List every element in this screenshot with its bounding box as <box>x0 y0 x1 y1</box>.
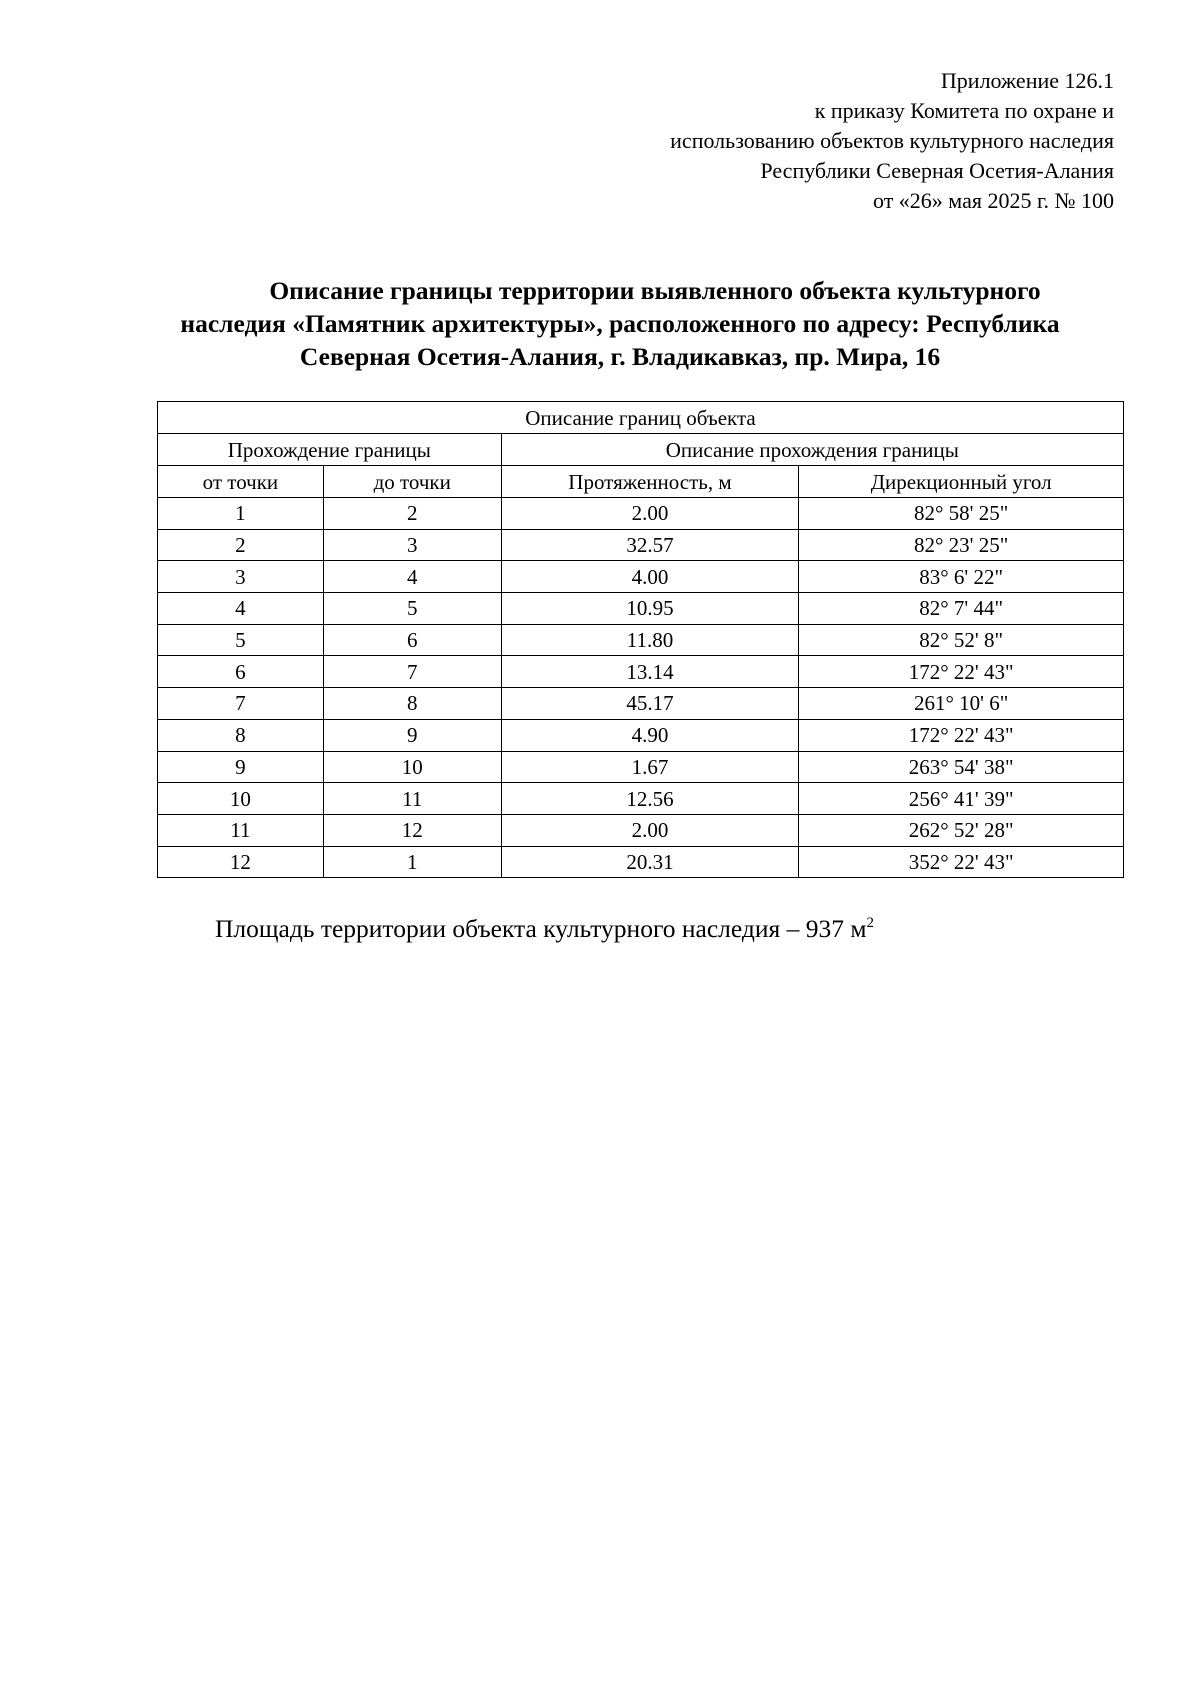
length-cell: 13.14 <box>501 656 799 688</box>
direction-angle-cell: 82° 7' 44" <box>799 593 1124 625</box>
column-header-direction-angle: Дирекционный угол <box>799 466 1124 498</box>
direction-angle-cell: 261° 10' 6" <box>799 688 1124 720</box>
from-point-cell: 10 <box>158 783 324 815</box>
direction-angle-cell: 82° 52' 8" <box>799 624 1124 656</box>
direction-angle-cell: 82° 58' 25" <box>799 498 1124 530</box>
length-cell: 4.90 <box>501 719 799 751</box>
length-cell: 12.56 <box>501 783 799 815</box>
document-title <box>140 274 1100 373</box>
direction-angle-cell: 82° 23' 25" <box>799 529 1124 561</box>
to-point-cell: 2 <box>323 498 501 530</box>
header-line: Приложение 126.1 <box>940 68 1114 93</box>
to-point-cell: 9 <box>323 719 501 751</box>
title-line: Северная Осетия-Алания, г. Владикавказ, пр. Мира, 16 <box>299 342 941 371</box>
from-point-cell: 6 <box>158 656 324 688</box>
to-point-cell: 7 <box>323 656 501 688</box>
from-point-cell: 7 <box>158 688 324 720</box>
table-row <box>158 561 1124 593</box>
to-point-cell: 8 <box>323 688 501 720</box>
to-point-cell: 3 <box>323 529 501 561</box>
table-row <box>158 814 1124 846</box>
direction-angle-cell: 352° 22' 43" <box>799 846 1124 878</box>
group-header-description: Описание прохождения границы <box>501 434 1123 466</box>
header-line: к приказу Комитета по охране и <box>814 98 1114 123</box>
to-point-cell: 1 <box>323 846 501 878</box>
area-unit-superscript: 2 <box>866 915 874 931</box>
length-cell: 2.00 <box>501 498 799 530</box>
from-point-cell: 2 <box>158 529 324 561</box>
from-point-cell: 12 <box>158 846 324 878</box>
from-point-cell: 8 <box>158 719 324 751</box>
direction-angle-cell: 262° 52' 28" <box>799 814 1124 846</box>
direction-angle-cell: 83° 6' 22" <box>799 561 1124 593</box>
from-point-cell: 5 <box>158 624 324 656</box>
table-row <box>158 783 1124 815</box>
title-line: наследия «Памятник архитектуры», расположенного по адресу: Республика <box>180 309 1060 338</box>
header-line: от «26» мая 2025 г. № 100 <box>872 188 1114 213</box>
document-header <box>514 66 1114 216</box>
from-point-cell: 3 <box>158 561 324 593</box>
table-row <box>158 656 1124 688</box>
from-point-cell: 11 <box>158 814 324 846</box>
group-header-passage: Прохождение границы <box>158 434 502 466</box>
length-cell: 1.67 <box>501 751 799 783</box>
to-point-cell: 12 <box>323 814 501 846</box>
from-point-cell: 1 <box>158 498 324 530</box>
direction-angle-cell: 172° 22' 43" <box>799 719 1124 751</box>
length-cell: 4.00 <box>501 561 799 593</box>
table-row <box>158 498 1124 530</box>
table-row <box>158 529 1124 561</box>
header-line: Республики Северная Осетия-Алания <box>760 158 1114 183</box>
direction-angle-cell: 172° 22' 43" <box>799 656 1124 688</box>
table-caption: Описание границ объекта <box>158 402 1124 434</box>
table-row <box>158 751 1124 783</box>
length-cell: 32.57 <box>501 529 799 561</box>
direction-angle-cell: 263° 54' 38" <box>799 751 1124 783</box>
length-cell: 2.00 <box>501 814 799 846</box>
column-header-from-point: от точки <box>158 466 324 498</box>
title-line: Описание границы территории выявленного объекта культурного <box>269 276 1041 305</box>
table-row <box>158 624 1124 656</box>
table-row <box>158 719 1124 751</box>
to-point-cell: 10 <box>323 751 501 783</box>
direction-angle-cell: 256° 41' 39" <box>799 783 1124 815</box>
table-row <box>158 846 1124 878</box>
from-point-cell: 4 <box>158 593 324 625</box>
length-cell: 20.31 <box>501 846 799 878</box>
column-header-length: Протяженность, м <box>501 466 799 498</box>
table-row <box>158 688 1124 720</box>
area-text: Площадь территории объекта культурного наследия – 937 м <box>215 914 867 943</box>
to-point-cell: 4 <box>323 561 501 593</box>
length-cell: 10.95 <box>501 593 799 625</box>
length-cell: 45.17 <box>501 688 799 720</box>
column-header-to-point: до точки <box>323 466 501 498</box>
area-statement <box>215 912 874 946</box>
from-point-cell: 9 <box>158 751 324 783</box>
to-point-cell: 6 <box>323 624 501 656</box>
to-point-cell: 5 <box>323 593 501 625</box>
to-point-cell: 11 <box>323 783 501 815</box>
table-row <box>158 593 1124 625</box>
length-cell: 11.80 <box>501 624 799 656</box>
boundary-table <box>157 401 1124 878</box>
header-line: использованию объектов культурного наследия <box>670 128 1114 153</box>
